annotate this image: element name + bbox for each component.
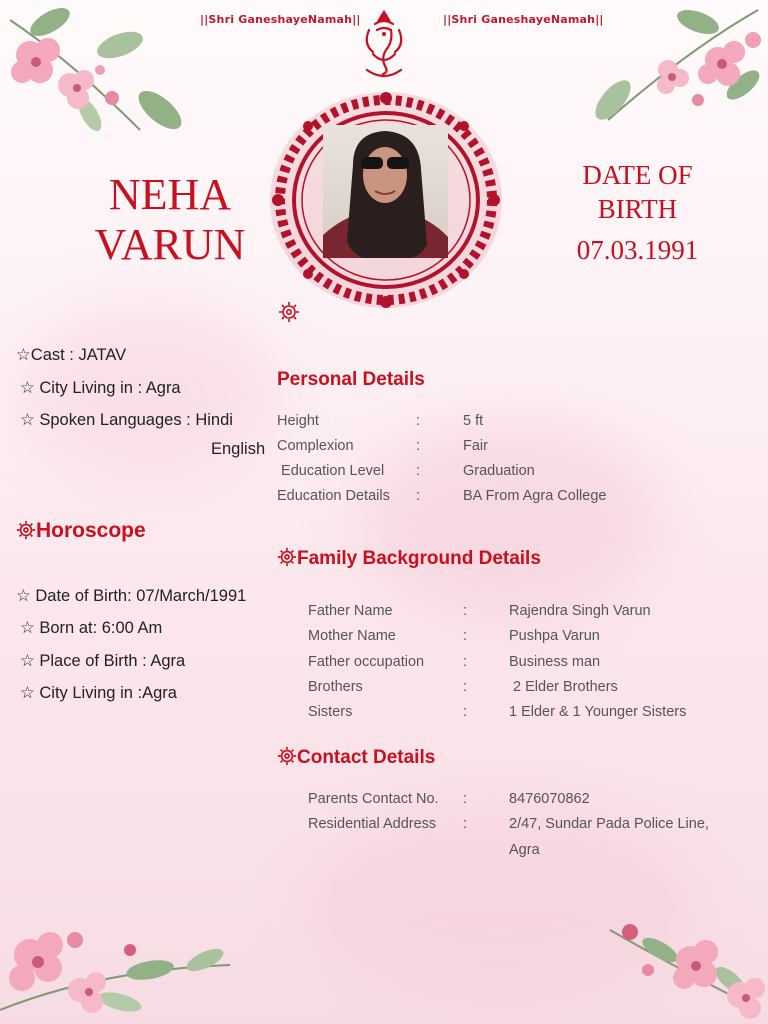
city-text: ☆ City Living in : Agra bbox=[20, 379, 181, 397]
family-heading bbox=[277, 547, 541, 570]
horoscope-heading bbox=[16, 519, 146, 543]
ganesha-icon bbox=[355, 8, 413, 80]
contact-heading bbox=[277, 746, 435, 769]
background-wash bbox=[360, 420, 660, 620]
cast-text: ☆Cast : JATAV bbox=[16, 346, 127, 364]
family-title: Family Background Details bbox=[297, 548, 541, 569]
dob-label-line1: DATE OF bbox=[582, 160, 693, 190]
contact-title: Contact Details bbox=[297, 747, 436, 768]
address-continued: Agra bbox=[509, 842, 540, 858]
gear-ornament-icon bbox=[278, 301, 300, 323]
languages-continued: English bbox=[211, 440, 266, 458]
horoscope-item: ☆ City Living in :Agra bbox=[20, 684, 177, 702]
blessing-left: ||Shri GaneshayeNamah|| bbox=[200, 13, 361, 26]
personal-details-title: Personal Details bbox=[277, 369, 425, 390]
bottom-left-flowers-icon bbox=[0, 910, 240, 1024]
horoscope-item: ☆ Date of Birth: 07/March/1991 bbox=[16, 587, 247, 605]
gear-ornament-icon bbox=[16, 520, 36, 540]
profile-photo bbox=[323, 125, 448, 258]
horoscope-item: ☆ Born at: 6:00 Am bbox=[20, 619, 163, 637]
horoscope-title: Horoscope bbox=[36, 519, 146, 542]
top-left-flowers-icon bbox=[0, 0, 200, 150]
first-name: NEHA bbox=[108, 170, 232, 219]
last-name: VARUN bbox=[94, 220, 246, 269]
dob-label-line2: BIRTH bbox=[597, 194, 678, 224]
horoscope-item: ☆ Place of Birth : Agra bbox=[20, 652, 186, 670]
dob-value: 07.03.1991 bbox=[576, 235, 699, 265]
blessing-right: ||Shri GaneshayeNamah|| bbox=[443, 13, 604, 26]
bottom-right-flowers-icon bbox=[600, 910, 768, 1024]
gear-ornament-icon bbox=[277, 746, 297, 766]
gear-ornament-icon bbox=[277, 547, 297, 567]
languages-text: ☆ Spoken Languages : Hindi bbox=[20, 411, 233, 429]
